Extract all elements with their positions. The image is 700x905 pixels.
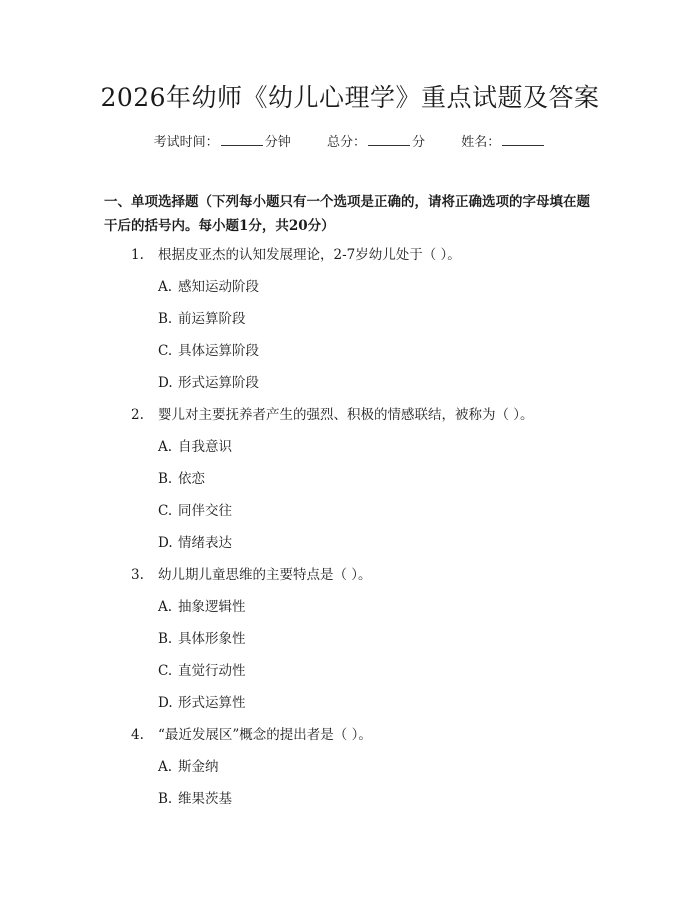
option-text: 抽象逻辑性 (178, 599, 246, 615)
option-3a (158, 595, 246, 615)
option-1a (158, 275, 259, 295)
question-2 (131, 403, 534, 423)
option-letter: C. (158, 343, 173, 359)
question-text: “最近发展区”概念的提出者是（ ）。 (158, 727, 372, 743)
option-text: 感知运动阶段 (178, 279, 259, 295)
exam-time-unit: 分钟 (264, 135, 291, 150)
option-text: 前运算阶段 (178, 311, 246, 327)
option-letter: B. (158, 631, 173, 647)
total-score-unit: 分 (412, 135, 426, 150)
exam-time-blank (221, 134, 263, 146)
option-letter: B. (158, 471, 173, 487)
option-text: 依恋 (178, 471, 205, 487)
question-1 (131, 243, 461, 263)
option-letter: C. (158, 503, 173, 519)
option-letter: D. (158, 535, 173, 551)
question-text: 根据皮亚杰的认知发展理论，2-7岁幼儿处于（ ）。 (158, 247, 461, 263)
option-1b (158, 307, 246, 327)
option-letter: A. (158, 759, 173, 775)
exam-time-label: 考试时间： (153, 135, 219, 150)
option-letter: D. (158, 375, 173, 391)
option-2b (158, 467, 205, 487)
question-number: 4. (131, 727, 144, 743)
option-text: 同伴交往 (178, 503, 232, 519)
option-letter: C. (158, 663, 173, 679)
option-text: 维果茨基 (178, 791, 232, 807)
page-title: 2026年幼师《幼儿心理学》重点试题及答案 (100, 83, 600, 112)
total-score-blank (368, 134, 410, 146)
option-1c (158, 339, 259, 359)
option-letter: A. (158, 439, 173, 455)
student-name-field (461, 131, 546, 150)
option-4b (158, 787, 232, 807)
option-text: 情绪表达 (178, 535, 232, 551)
option-2d (158, 531, 232, 551)
section-header: 一、单项选择题（下列每小题只有一个选项是正确的，请将正确选项的字母填在题干后的括号内。每小题1分，共20分） (104, 194, 590, 234)
total-score-label: 总分： (326, 135, 366, 150)
option-3c (158, 659, 246, 679)
option-letter: B. (158, 311, 173, 327)
option-2c (158, 499, 232, 519)
option-text: 具体形象性 (178, 631, 246, 647)
option-text: 直觉行动性 (178, 663, 246, 679)
question-text: 幼儿期儿童思维的主要特点是（ ）。 (158, 567, 372, 583)
exam-time-field (154, 131, 291, 150)
option-2a (158, 435, 232, 455)
option-3b (158, 627, 246, 647)
option-4a (158, 755, 219, 775)
option-letter: D. (158, 695, 173, 711)
option-1d (158, 371, 259, 391)
student-name-label: 姓名： (461, 135, 501, 150)
exam-info-line (0, 131, 700, 150)
option-text: 形式运算性 (178, 695, 246, 711)
option-text: 自我意识 (178, 439, 232, 455)
question-4 (131, 723, 372, 743)
question-text: 婴儿对主要抚养者产生的强烈、积极的情感联结，被称为（ ）。 (158, 407, 534, 423)
question-number: 2. (131, 407, 144, 423)
option-letter: B. (158, 791, 173, 807)
option-letter: A. (158, 279, 173, 295)
question-3 (131, 563, 372, 583)
option-3d (158, 691, 246, 711)
question-number: 1. (131, 247, 144, 263)
option-text: 具体运算阶段 (178, 343, 259, 359)
student-name-blank (502, 134, 544, 146)
option-text: 斯金纳 (178, 759, 219, 775)
question-number: 3. (131, 567, 144, 583)
option-letter: A. (158, 599, 173, 615)
total-score-field (327, 131, 425, 150)
option-text: 形式运算阶段 (178, 375, 259, 391)
